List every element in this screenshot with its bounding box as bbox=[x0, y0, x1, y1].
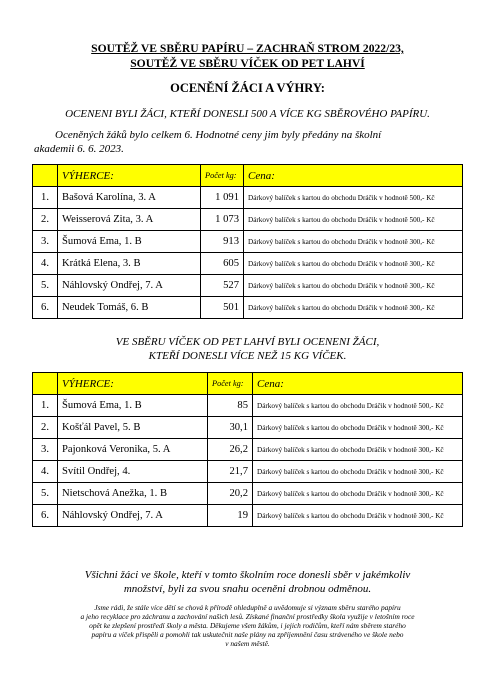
rank-cell: 2. bbox=[33, 417, 58, 439]
table-row bbox=[33, 417, 463, 439]
footnote-line-4: papíru a víček přispěli a pomohli tak uskutečnit naše plány na zpříjemnění času stráveného ve škole nebo bbox=[91, 630, 404, 639]
winner-cell: Košťál Pavel, 5. B bbox=[58, 417, 208, 439]
paper-intro: OCENENI BYLI ŽÁCI, KTEŘÍ DONESLI 500 A VÍCE KG SBĚROVÉHO PAPÍRU. bbox=[65, 108, 430, 120]
rank-cell: 1. bbox=[33, 395, 58, 417]
rank-cell: 2. bbox=[33, 209, 58, 231]
kg-cell: 1 073 bbox=[201, 209, 244, 231]
winner-cell: Krátká Elena, 3. B bbox=[58, 253, 201, 275]
kg-cell: 21,7 bbox=[208, 461, 253, 483]
prize-cell: Dárkový balíček s kartou do obchodu Dráčik v hodnotě 300,- Kč bbox=[253, 505, 463, 527]
kg-cell: 30,1 bbox=[208, 417, 253, 439]
winner-cell: Neudek Tomáš, 6. B bbox=[58, 297, 201, 319]
kg-cell: 85 bbox=[208, 395, 253, 417]
header-prize: Cena: bbox=[244, 165, 463, 187]
prize-cell: Dárkový balíček s kartou do obchodu Dráčik v hodnotě 300,- Kč bbox=[253, 483, 463, 505]
prize-cell: Dárkový balíček s kartou do obchodu Dráčik v hodnotě 300,- Kč bbox=[244, 231, 463, 253]
paper-winners-table bbox=[32, 164, 463, 319]
prize-cell: Dárkový balíček s kartou do obchodu Dráčik v hodnotě 300,- Kč bbox=[253, 461, 463, 483]
table-header-row bbox=[33, 373, 463, 395]
prize-cell: Dárkový balíček s kartou do obchodu Dráčik v hodnotě 300,- Kč bbox=[244, 253, 463, 275]
closing-line-2: množství, byli za svou snahu oceněni drobnou odměnou. bbox=[123, 583, 372, 595]
footnote-line-5: v našem městě. bbox=[225, 639, 270, 648]
paper-info-line-2: akademii 6. 6. 2023. bbox=[34, 143, 124, 155]
title-line-1: SOUTĚŽ VE SBĚRU PAPÍRU – ZACHRAŇ STROM 2022/23, bbox=[91, 42, 404, 55]
prize-cell: Dárkový balíček s kartou do obchodu Dráčik v hodnotě 300,- Kč bbox=[244, 297, 463, 319]
caps-winners-table bbox=[32, 372, 463, 527]
winner-cell: Pajonková Veronika, 5. A bbox=[58, 439, 208, 461]
kg-cell: 1 091 bbox=[201, 187, 244, 209]
header-rank bbox=[33, 373, 58, 395]
kg-cell: 20,2 bbox=[208, 483, 253, 505]
table-header-row bbox=[33, 165, 463, 187]
subtitle: OCENĚNÍ ŽÁCI A VÝHRY: bbox=[170, 81, 325, 95]
caps-intro-line-2: KTEŘÍ DONESLI VÍCE NEŽ 15 KG VÍČEK. bbox=[148, 350, 347, 362]
table-row bbox=[33, 439, 463, 461]
prize-cell: Dárkový balíček s kartou do obchodu Dráčik v hodnotě 300,- Kč bbox=[253, 439, 463, 461]
kg-cell: 501 bbox=[201, 297, 244, 319]
rank-cell: 3. bbox=[33, 439, 58, 461]
table-row bbox=[33, 231, 463, 253]
title-line-2: SOUTĚŽ VE SBĚRU VÍČEK OD PET LAHVÍ bbox=[130, 57, 365, 70]
prize-cell: Dárkový balíček s kartou do obchodu Dráčik v hodnotě 300,- Kč bbox=[253, 417, 463, 439]
header-kg: Počet kg: bbox=[201, 165, 244, 187]
footnote-line-2: a jeho recyklace pro záchranu a zachování našich lesů. Získané finanční prostředky škola využije v letošním roce bbox=[80, 612, 415, 621]
rank-cell: 4. bbox=[33, 461, 58, 483]
table-row bbox=[33, 187, 463, 209]
closing-line-1: Všichni žáci ve škole, kteří v tomto školním roce donesli sběr v jakémkoliv bbox=[84, 569, 411, 581]
winner-cell: Náhlovský Ondřej, 7. A bbox=[58, 505, 208, 527]
footnote-line-3: opět ke zlepšení prostředí školy a města. Děkujeme všem žákům, i jejich rodičům, kteří nám sběrem starého bbox=[89, 621, 406, 630]
header-winner: VÝHERCE: bbox=[58, 165, 201, 187]
winner-cell: Svítil Ondřej, 4. bbox=[58, 461, 208, 483]
winner-cell: Šumová Ema, 1. B bbox=[58, 231, 201, 253]
table-row bbox=[33, 253, 463, 275]
header-kg: Počet kg: bbox=[208, 373, 253, 395]
kg-cell: 26,2 bbox=[208, 439, 253, 461]
winner-cell: Šumová Ema, 1. B bbox=[58, 395, 208, 417]
rank-cell: 5. bbox=[33, 483, 58, 505]
table-row bbox=[33, 275, 463, 297]
prize-cell: Dárkový balíček s kartou do obchodu Dráčik v hodnotě 500,- Kč bbox=[244, 209, 463, 231]
winner-cell: Bašová Karolína, 3. A bbox=[58, 187, 201, 209]
prize-cell: Dárkový balíček s kartou do obchodu Dráčik v hodnotě 500,- Kč bbox=[253, 395, 463, 417]
table-row bbox=[33, 483, 463, 505]
rank-cell: 1. bbox=[33, 187, 58, 209]
winner-cell: Weisserová Zita, 3. A bbox=[58, 209, 201, 231]
kg-cell: 913 bbox=[201, 231, 244, 253]
kg-cell: 19 bbox=[208, 505, 253, 527]
rank-cell: 4. bbox=[33, 253, 58, 275]
kg-cell: 605 bbox=[201, 253, 244, 275]
rank-cell: 5. bbox=[33, 275, 58, 297]
winner-cell: Nietschová Anežka, 1. B bbox=[58, 483, 208, 505]
kg-cell: 527 bbox=[201, 275, 244, 297]
rank-cell: 6. bbox=[33, 297, 58, 319]
header-rank bbox=[33, 165, 58, 187]
winner-cell: Náhlovský Ondřej, 7. A bbox=[58, 275, 201, 297]
table-row bbox=[33, 461, 463, 483]
prize-cell: Dárkový balíček s kartou do obchodu Dráčik v hodnotě 500,- Kč bbox=[244, 187, 463, 209]
header-prize: Cena: bbox=[253, 373, 463, 395]
table-row bbox=[33, 395, 463, 417]
header-winner: VÝHERCE: bbox=[58, 373, 208, 395]
footnote-line-1: Jsme rádi, že stále více dětí se chová k přírodě ohleduplně a uvědomuje si význam sběru starého papíru bbox=[94, 603, 401, 612]
caps-intro-line-1: VE SBĚRU VÍČEK OD PET LAHVÍ BYLI OCENENI ŽÁCI, bbox=[115, 336, 380, 348]
table-row bbox=[33, 505, 463, 527]
table-row bbox=[33, 297, 463, 319]
paper-info-line-1: Oceněných žáků bylo celkem 6. Hodnotné ceny jim byly předány na školní bbox=[55, 129, 382, 141]
table-row bbox=[33, 209, 463, 231]
rank-cell: 6. bbox=[33, 505, 58, 527]
rank-cell: 3. bbox=[33, 231, 58, 253]
prize-cell: Dárkový balíček s kartou do obchodu Dráčik v hodnotě 300,- Kč bbox=[244, 275, 463, 297]
